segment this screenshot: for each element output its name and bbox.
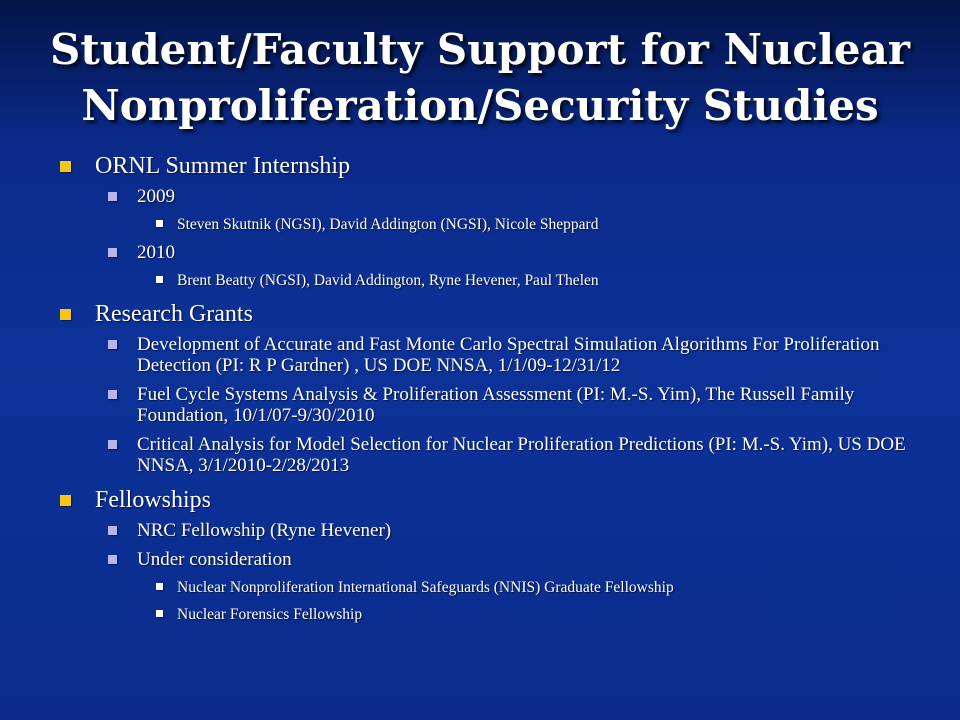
fellowships-heading: Fellowships: [95, 487, 212, 513]
square-bullet-icon: [156, 610, 163, 617]
grant-text: Fuel Cycle Systems Analysis & Proliferation Assessment (PI: M.-S. Yim), The Russell Family Foundation, 10/1/07-9/30/2010: [137, 384, 855, 426]
slide-title-line-2: Nonproliferation/Security Studies: [81, 81, 879, 130]
square-bullet-icon: [156, 220, 163, 227]
square-bullet-icon: [108, 526, 117, 535]
bullet-under-consideration: [58, 549, 928, 570]
square-bullet-icon: [60, 495, 71, 506]
square-bullet-icon: [108, 340, 117, 349]
interns-2010: Brent Beatty (NGSI), David Addington, Ryne Hevener, Paul Thelen: [177, 272, 599, 289]
square-bullet-icon: [60, 161, 71, 172]
bullet-2009: [58, 186, 928, 207]
square-bullet-icon: [108, 192, 117, 201]
year-2009: 2009: [137, 186, 175, 207]
slide-body: [58, 152, 928, 632]
slide-title-line-1: Student/Faculty Support for Nuclear: [50, 25, 910, 74]
fellowship-item: [58, 578, 928, 597]
grant-text: Development of Accurate and Fast Monte Carlo Spectral Simulation Algorithms For Proliferation Detection (PI: R P Gardner) , US DOE NNSA, 1/1/09-12/31/12: [137, 334, 880, 376]
square-bullet-icon: [108, 248, 117, 257]
bullet-2009-people: [58, 215, 928, 234]
bullet-research-grants: [58, 300, 928, 328]
square-bullet-icon: [156, 276, 163, 283]
slide-title: [0, 22, 960, 134]
square-bullet-icon: [60, 309, 71, 320]
bullet-fellowships: [58, 486, 928, 514]
year-2010: 2010: [137, 242, 175, 263]
bullet-nrc-fellowship: [58, 520, 928, 541]
bullet-2010: [58, 242, 928, 263]
fellowship-text: Nuclear Forensics Fellowship: [177, 606, 363, 623]
nrc-fellowship: NRC Fellowship (Ryne Hevener): [137, 520, 392, 541]
grant-item: [58, 434, 928, 476]
interns-2009: Steven Skutnik (NGSI), David Addington (NGSI), Nicole Sheppard: [177, 216, 599, 233]
grant-item: [58, 384, 928, 426]
square-bullet-icon: [156, 583, 163, 590]
under-consideration: Under consideration: [137, 549, 292, 570]
square-bullet-icon: [108, 390, 117, 399]
bullet-internship: [58, 152, 928, 180]
grant-text: Critical Analysis for Model Selection for Nuclear Proliferation Predictions (PI: M.-S. Yim), US DOE NNSA, 3/1/2010-2/28/2013: [137, 434, 906, 476]
grant-item: [58, 334, 928, 376]
bullet-2010-people: [58, 271, 928, 290]
internship-heading: ORNL Summer Internship: [95, 153, 351, 179]
fellowship-item: [58, 605, 928, 624]
fellowship-text: Nuclear Nonproliferation International Safeguards (NNIS) Graduate Fellowship: [177, 579, 674, 596]
square-bullet-icon: [108, 555, 117, 564]
square-bullet-icon: [108, 440, 117, 449]
grants-heading: Research Grants: [95, 301, 253, 327]
